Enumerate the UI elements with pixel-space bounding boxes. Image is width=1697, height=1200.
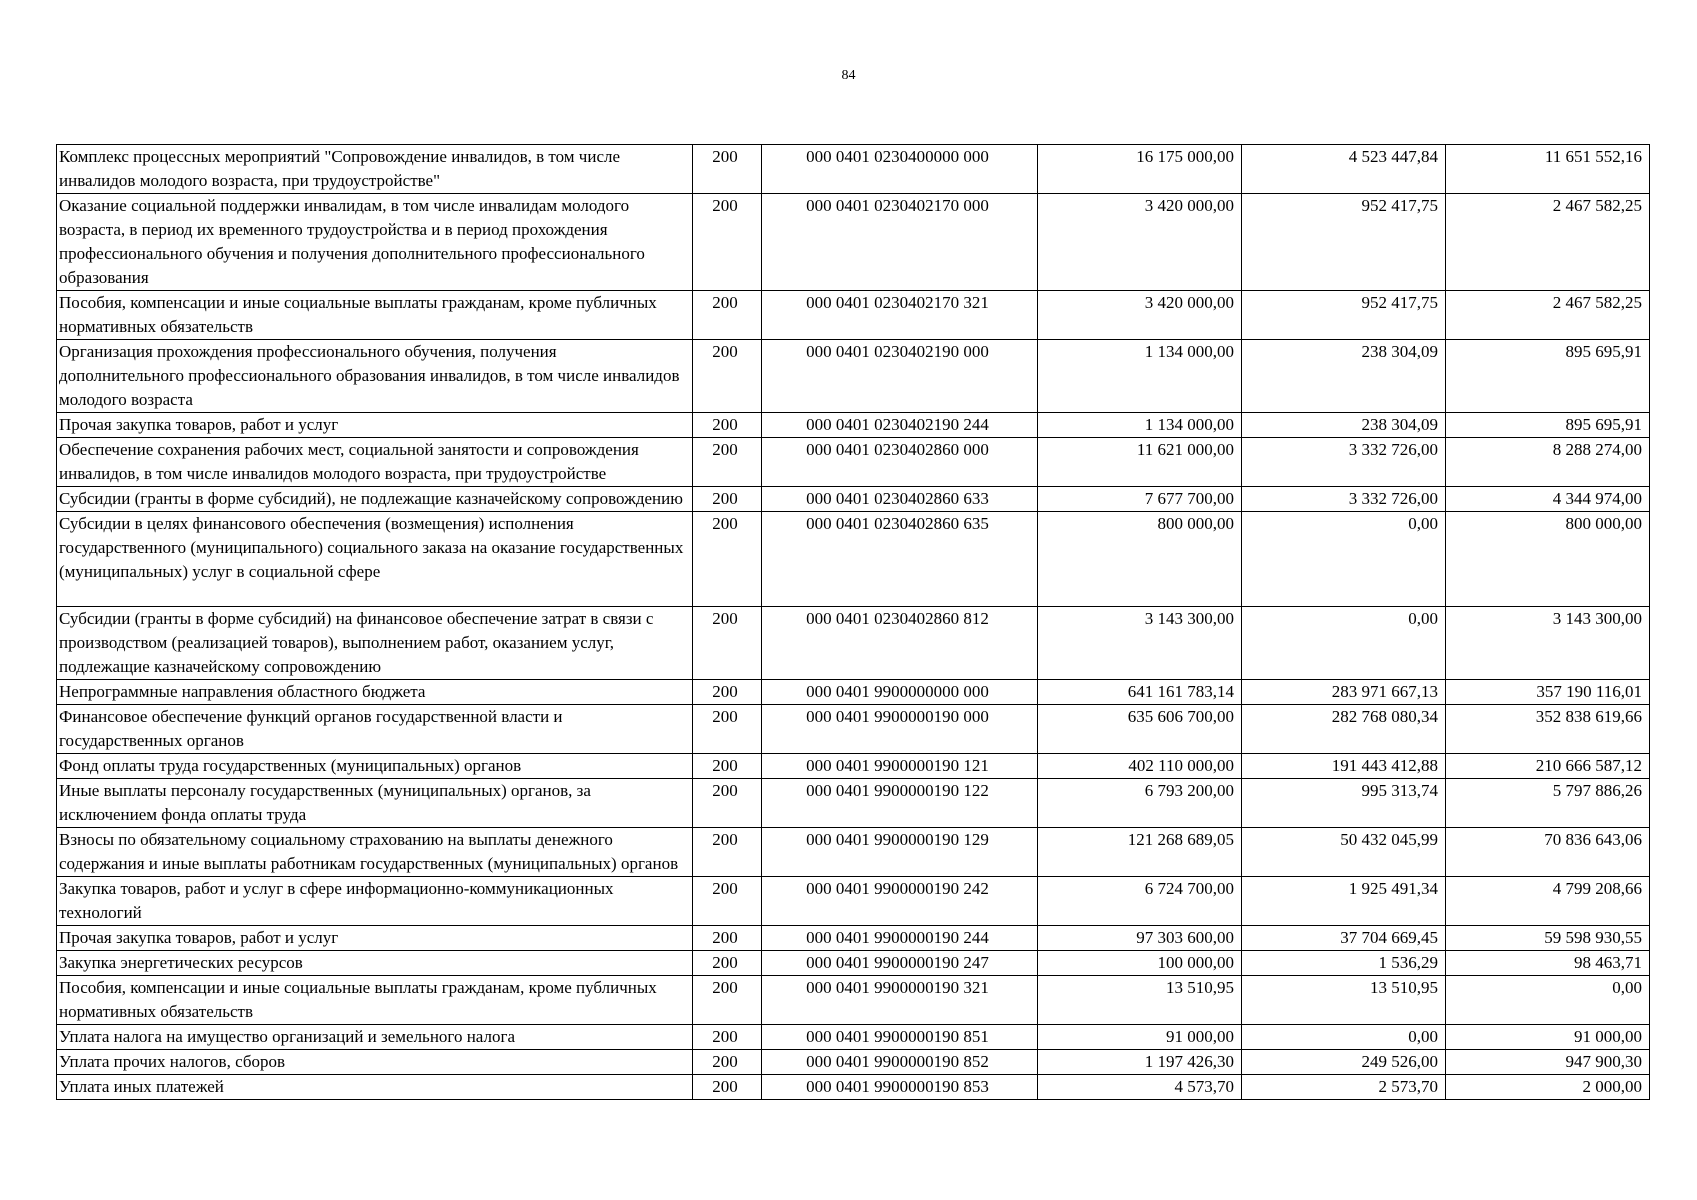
row-unexecuted-cell: 2 467 582,25 <box>1446 291 1650 340</box>
table-row <box>57 291 1650 340</box>
table-row <box>57 976 1650 1025</box>
row-approved-cell: 1 134 000,00 <box>1038 413 1242 438</box>
row-kbk-cell: 000 0401 9900000190 852 <box>762 1050 1038 1075</box>
row-code-cell: 200 <box>693 1025 762 1050</box>
row-name-cell: Субсидии (гранты в форме субсидий), не подлежащие казначейскому сопровождению <box>57 487 693 512</box>
table-body <box>57 145 1650 1100</box>
row-approved-cell: 3 420 000,00 <box>1038 194 1242 291</box>
row-kbk-cell: 000 0401 9900000190 121 <box>762 754 1038 779</box>
row-code-cell: 200 <box>693 607 762 680</box>
row-name-cell: Иные выплаты персоналу государственных (муниципальных) органов, за исключением фонда оплаты труда <box>57 779 693 828</box>
row-executed-cell: 238 304,09 <box>1242 340 1446 413</box>
table-row <box>57 1075 1650 1100</box>
row-executed-cell: 1 536,29 <box>1242 951 1446 976</box>
row-code-cell: 200 <box>693 877 762 926</box>
row-kbk-cell: 000 0401 0230402860 000 <box>762 438 1038 487</box>
row-code-cell: 200 <box>693 413 762 438</box>
row-name-cell: Уплата налога на имущество организаций и земельного налога <box>57 1025 693 1050</box>
row-name-cell: Уплата иных платежей <box>57 1075 693 1100</box>
row-approved-cell: 16 175 000,00 <box>1038 145 1242 194</box>
row-name-cell: Закупка товаров, работ и услуг в сфере информационно-коммуникационных технологий <box>57 877 693 926</box>
row-approved-cell: 100 000,00 <box>1038 951 1242 976</box>
table-row <box>57 951 1650 976</box>
row-unexecuted-cell: 91 000,00 <box>1446 1025 1650 1050</box>
row-code-cell: 200 <box>693 1075 762 1100</box>
row-approved-cell: 1 134 000,00 <box>1038 340 1242 413</box>
row-approved-cell: 402 110 000,00 <box>1038 754 1242 779</box>
row-unexecuted-cell: 895 695,91 <box>1446 340 1650 413</box>
row-code-cell: 200 <box>693 291 762 340</box>
row-unexecuted-cell: 2 467 582,25 <box>1446 194 1650 291</box>
row-executed-cell: 238 304,09 <box>1242 413 1446 438</box>
row-approved-cell: 11 621 000,00 <box>1038 438 1242 487</box>
row-code-cell: 200 <box>693 340 762 413</box>
row-executed-cell: 1 925 491,34 <box>1242 877 1446 926</box>
row-executed-cell: 37 704 669,45 <box>1242 926 1446 951</box>
row-executed-cell: 3 332 726,00 <box>1242 438 1446 487</box>
row-unexecuted-cell: 947 900,30 <box>1446 1050 1650 1075</box>
row-unexecuted-cell: 2 000,00 <box>1446 1075 1650 1100</box>
row-approved-cell: 635 606 700,00 <box>1038 705 1242 754</box>
table-row <box>57 828 1650 877</box>
row-unexecuted-cell: 59 598 930,55 <box>1446 926 1650 951</box>
table-row <box>57 512 1650 607</box>
row-approved-cell: 1 197 426,30 <box>1038 1050 1242 1075</box>
row-kbk-cell: 000 0401 0230402860 633 <box>762 487 1038 512</box>
row-kbk-cell: 000 0401 0230402170 321 <box>762 291 1038 340</box>
budget-table <box>56 144 1650 1100</box>
row-executed-cell: 282 768 080,34 <box>1242 705 1446 754</box>
row-unexecuted-cell: 895 695,91 <box>1446 413 1650 438</box>
table-row <box>57 1025 1650 1050</box>
table-row <box>57 680 1650 705</box>
row-kbk-cell: 000 0401 9900000190 242 <box>762 877 1038 926</box>
row-kbk-cell: 000 0401 9900000190 247 <box>762 951 1038 976</box>
row-kbk-cell: 000 0401 0230402860 635 <box>762 512 1038 607</box>
row-kbk-cell: 000 0401 9900000190 853 <box>762 1075 1038 1100</box>
row-name-cell: Прочая закупка товаров, работ и услуг <box>57 413 693 438</box>
row-code-cell: 200 <box>693 1050 762 1075</box>
row-executed-cell: 4 523 447,84 <box>1242 145 1446 194</box>
row-approved-cell: 800 000,00 <box>1038 512 1242 607</box>
row-unexecuted-cell: 0,00 <box>1446 976 1650 1025</box>
row-executed-cell: 952 417,75 <box>1242 194 1446 291</box>
row-name-cell: Обеспечение сохранения рабочих мест, социальной занятости и сопровождения инвалидов, в том числе инвалидов молодого возраста, при трудоустройстве <box>57 438 693 487</box>
row-kbk-cell: 000 0401 0230402170 000 <box>762 194 1038 291</box>
row-code-cell: 200 <box>693 512 762 607</box>
row-code-cell: 200 <box>693 680 762 705</box>
row-executed-cell: 249 526,00 <box>1242 1050 1446 1075</box>
row-approved-cell: 13 510,95 <box>1038 976 1242 1025</box>
row-unexecuted-cell: 357 190 116,01 <box>1446 680 1650 705</box>
row-kbk-cell: 000 0401 0230402190 244 <box>762 413 1038 438</box>
row-kbk-cell: 000 0401 9900000190 321 <box>762 976 1038 1025</box>
table-row <box>57 607 1650 680</box>
row-code-cell: 200 <box>693 487 762 512</box>
row-unexecuted-cell: 5 797 886,26 <box>1446 779 1650 828</box>
row-unexecuted-cell: 4 799 208,66 <box>1446 877 1650 926</box>
row-name-cell: Фонд оплаты труда государственных (муниципальных) органов <box>57 754 693 779</box>
row-unexecuted-cell: 8 288 274,00 <box>1446 438 1650 487</box>
row-code-cell: 200 <box>693 951 762 976</box>
row-name-cell: Прочая закупка товаров, работ и услуг <box>57 926 693 951</box>
row-name-cell: Оказание социальной поддержки инвалидам, в том числе инвалидам молодого возраста, в период их временного трудоустройства и в период прохождения профессионального обучения и получения дополнительного профессионального образования <box>57 194 693 291</box>
row-name-cell: Непрограммные направления областного бюджета <box>57 680 693 705</box>
row-kbk-cell: 000 0401 9900000190 851 <box>762 1025 1038 1050</box>
row-name-cell: Пособия, компенсации и иные социальные выплаты гражданам, кроме публичных нормативных обязательств <box>57 291 693 340</box>
row-code-cell: 200 <box>693 779 762 828</box>
row-executed-cell: 952 417,75 <box>1242 291 1446 340</box>
row-approved-cell: 6 793 200,00 <box>1038 779 1242 828</box>
row-unexecuted-cell: 210 666 587,12 <box>1446 754 1650 779</box>
row-unexecuted-cell: 98 463,71 <box>1446 951 1650 976</box>
row-unexecuted-cell: 3 143 300,00 <box>1446 607 1650 680</box>
row-executed-cell: 191 443 412,88 <box>1242 754 1446 779</box>
row-approved-cell: 7 677 700,00 <box>1038 487 1242 512</box>
row-name-cell: Взносы по обязательному социальному страхованию на выплаты денежного содержания и иные выплаты работникам государственных (муниципальных) органов <box>57 828 693 877</box>
row-unexecuted-cell: 4 344 974,00 <box>1446 487 1650 512</box>
row-kbk-cell: 000 0401 0230402860 812 <box>762 607 1038 680</box>
table-row <box>57 705 1650 754</box>
table-row <box>57 779 1650 828</box>
table-row <box>57 438 1650 487</box>
row-unexecuted-cell: 70 836 643,06 <box>1446 828 1650 877</box>
row-executed-cell: 0,00 <box>1242 607 1446 680</box>
row-name-cell: Субсидии (гранты в форме субсидий) на финансовое обеспечение затрат в связи с производством (реализацией товаров), выполнением работ, оказанием услуг, подлежащие казначейскому сопровождению <box>57 607 693 680</box>
row-kbk-cell: 000 0401 9900000190 122 <box>762 779 1038 828</box>
row-code-cell: 200 <box>693 194 762 291</box>
row-name-cell: Субсидии в целях финансового обеспечения (возмещения) исполнения государственного (муниципального) социального заказа на оказание государственных (муниципальных) услуг в социальной сфере <box>57 512 693 607</box>
row-kbk-cell: 000 0401 9900000000 000 <box>762 680 1038 705</box>
table-row <box>57 926 1650 951</box>
row-executed-cell: 283 971 667,13 <box>1242 680 1446 705</box>
page-number: 84 <box>841 68 856 83</box>
table-row <box>57 754 1650 779</box>
table-row <box>57 1050 1650 1075</box>
row-unexecuted-cell: 11 651 552,16 <box>1446 145 1650 194</box>
row-name-cell: Комплекс процессных мероприятий "Сопровождение инвалидов, в том числе инвалидов молодого возраста, при трудоустройстве" <box>57 145 693 194</box>
row-executed-cell: 50 432 045,99 <box>1242 828 1446 877</box>
table-row <box>57 194 1650 291</box>
row-approved-cell: 641 161 783,14 <box>1038 680 1242 705</box>
row-code-cell: 200 <box>693 145 762 194</box>
row-executed-cell: 2 573,70 <box>1242 1075 1446 1100</box>
table-row <box>57 145 1650 194</box>
row-unexecuted-cell: 352 838 619,66 <box>1446 705 1650 754</box>
row-kbk-cell: 000 0401 9900000190 129 <box>762 828 1038 877</box>
row-code-cell: 200 <box>693 438 762 487</box>
row-approved-cell: 91 000,00 <box>1038 1025 1242 1050</box>
row-code-cell: 200 <box>693 705 762 754</box>
row-code-cell: 200 <box>693 828 762 877</box>
row-approved-cell: 3 143 300,00 <box>1038 607 1242 680</box>
row-executed-cell: 0,00 <box>1242 1025 1446 1050</box>
table-row <box>57 487 1650 512</box>
row-code-cell: 200 <box>693 976 762 1025</box>
row-kbk-cell: 000 0401 0230400000 000 <box>762 145 1038 194</box>
row-name-cell: Закупка энергетических ресурсов <box>57 951 693 976</box>
row-approved-cell: 6 724 700,00 <box>1038 877 1242 926</box>
table-row <box>57 340 1650 413</box>
row-executed-cell: 0,00 <box>1242 512 1446 607</box>
row-name-cell: Уплата прочих налогов, сборов <box>57 1050 693 1075</box>
row-approved-cell: 121 268 689,05 <box>1038 828 1242 877</box>
row-code-cell: 200 <box>693 926 762 951</box>
row-unexecuted-cell: 800 000,00 <box>1446 512 1650 607</box>
table-row <box>57 877 1650 926</box>
row-kbk-cell: 000 0401 9900000190 000 <box>762 705 1038 754</box>
row-name-cell: Финансовое обеспечение функций органов государственной власти и государственных органов <box>57 705 693 754</box>
row-approved-cell: 4 573,70 <box>1038 1075 1242 1100</box>
row-executed-cell: 13 510,95 <box>1242 976 1446 1025</box>
row-approved-cell: 3 420 000,00 <box>1038 291 1242 340</box>
row-kbk-cell: 000 0401 9900000190 244 <box>762 926 1038 951</box>
row-executed-cell: 3 332 726,00 <box>1242 487 1446 512</box>
table-row <box>57 413 1650 438</box>
row-name-cell: Пособия, компенсации и иные социальные выплаты гражданам, кроме публичных нормативных обязательств <box>57 976 693 1025</box>
row-executed-cell: 995 313,74 <box>1242 779 1446 828</box>
row-code-cell: 200 <box>693 754 762 779</box>
row-name-cell: Организация прохождения профессионального обучения, получения дополнительного профессионального образования инвалидов, в том числе инвалидов молодого возраста <box>57 340 693 413</box>
row-approved-cell: 97 303 600,00 <box>1038 926 1242 951</box>
row-kbk-cell: 000 0401 0230402190 000 <box>762 340 1038 413</box>
